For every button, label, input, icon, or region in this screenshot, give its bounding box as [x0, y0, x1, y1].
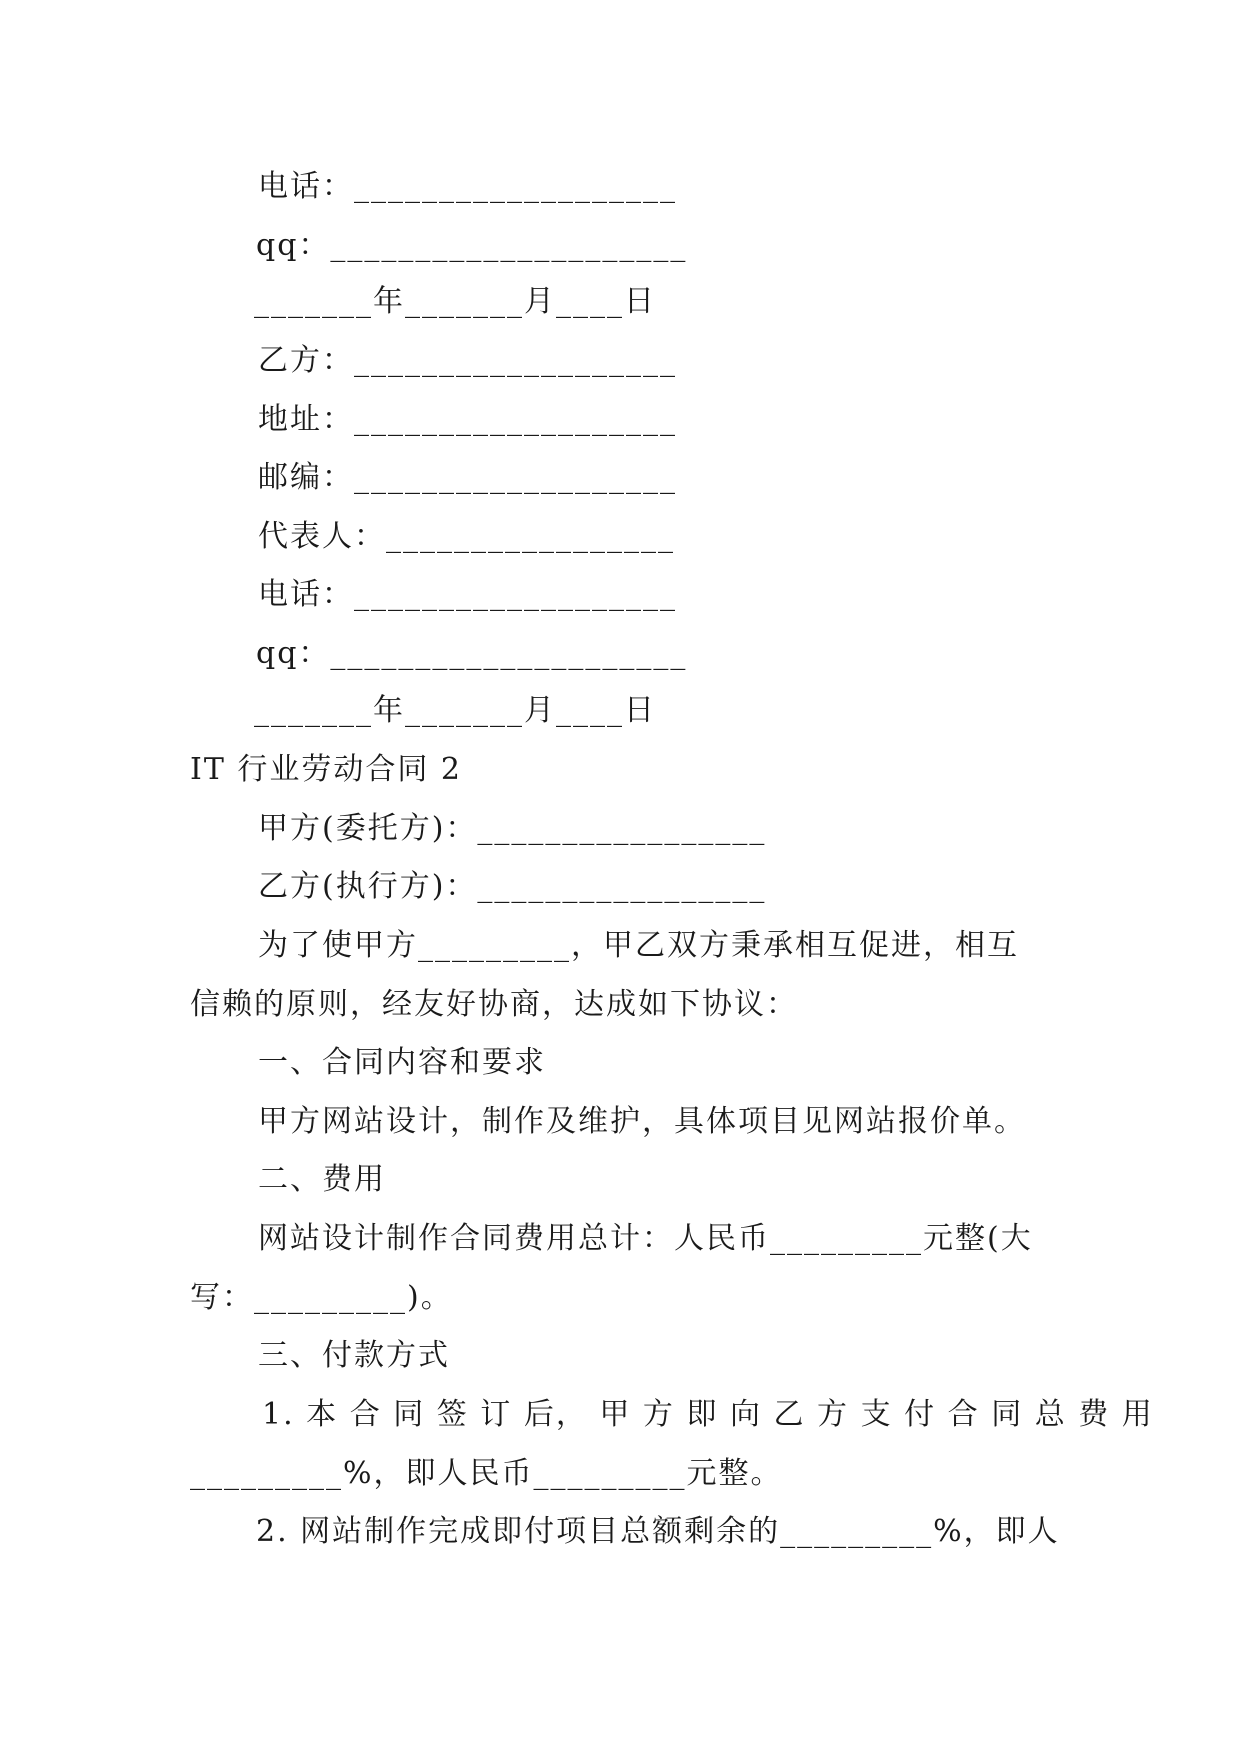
text-line: 2. 网站制作完成即付项目总额剩余的_________%，即人: [256, 1514, 1060, 1549]
text-line: qq：_____________________: [256, 228, 688, 263]
text-line: 三、付款方式: [258, 1338, 450, 1373]
text-line: 电话：___________________: [258, 577, 677, 612]
text-line: 网站设计制作合同费用总计：人民币_________元整(大: [258, 1221, 1033, 1256]
text-line: 乙方：___________________: [258, 343, 677, 378]
text-line: 一、合同内容和要求: [258, 1045, 546, 1080]
text-line: _______年_______月____日: [254, 284, 656, 319]
text-line: 邮编：___________________: [258, 460, 677, 495]
text-line: 地址：___________________: [258, 402, 677, 437]
text-line: 信赖的原则，经友好协商，达成如下协议：: [190, 987, 798, 1022]
text-line: 为了使甲方_________，甲乙双方秉承相互促进，相互: [258, 928, 1019, 963]
text-line: 甲方(委托方)：_________________: [258, 811, 767, 846]
text-line: qq：_____________________: [256, 636, 688, 671]
text-line: 代表人：_________________: [258, 519, 675, 554]
text-line: 二、费用: [258, 1162, 386, 1197]
text-line: 甲方网站设计，制作及维护，具体项目见网站报价单。: [258, 1104, 1026, 1139]
text-line: 乙方(执行方)：_________________: [258, 869, 767, 904]
text-line: _______年_______月____日: [254, 693, 656, 728]
text-line: 1. 本 合 同 签 订 后， 甲 方 即 向 乙 方 支 付 合 同 总 费 用: [262, 1397, 1154, 1432]
text-line: 电话：___________________: [258, 169, 677, 204]
text-line: 写：_________)。: [190, 1280, 453, 1315]
text-line: _________%，即人民币_________元整。: [190, 1456, 783, 1491]
section-heading: IT 行业劳动合同 2: [190, 752, 463, 787]
